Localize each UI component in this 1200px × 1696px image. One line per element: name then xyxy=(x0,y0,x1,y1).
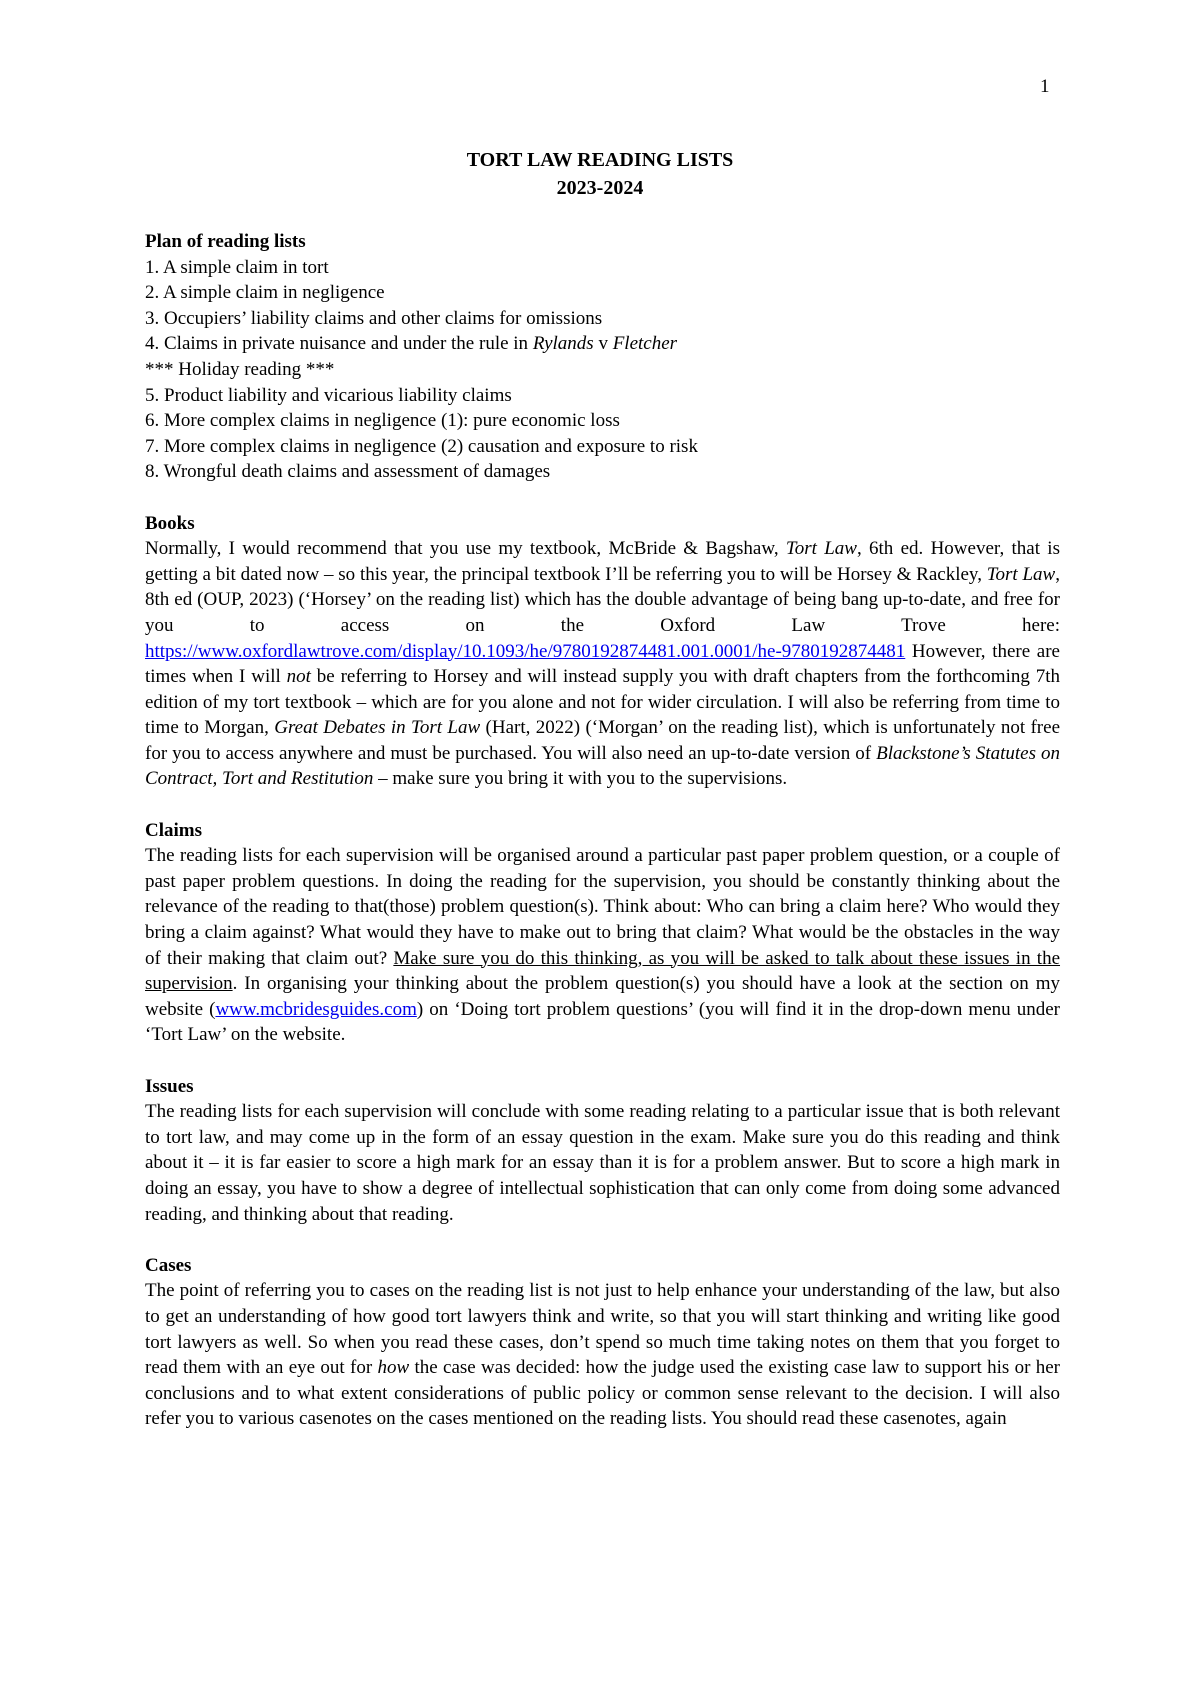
cases-paragraph xyxy=(145,1278,1060,1432)
plan-item-3: 3. Occupiers’ liability claims and other claims for omissions xyxy=(145,307,603,329)
claims-text-1: The reading lists for each supervision will be organised around a particular past paper problem question, or a couple of past paper problem questions. In doing the reading for the supervision, you should be constantly thinking about the relevance of the reading to that(those) problem question(s). Think about: Who can bring a claim here? Who would they bring a claim against? What would they have to make out to bring that claim? What would be the obstacles in the way of their making that claim out? xyxy=(145,845,1060,969)
book-title-tort-law: Tort Law xyxy=(785,538,857,560)
books-text-2: , 6th ed. However, that is getting a bit dated now – so this year, the principal textbook I’ll be referring you to will be Horsey & Rackley, xyxy=(145,538,1060,585)
plan-item-5: 5. Product liability and vicarious liability claims xyxy=(145,384,512,406)
plan-item-4-text: 4. Claims in private nuisance and under the rule in xyxy=(145,333,533,355)
plan-item-4-v: v xyxy=(593,333,613,355)
plan-item-8: 8. Wrongful death claims and assessment of damages xyxy=(145,461,551,483)
claims-underlined-instruction: Make sure you do this thinking, as you will be asked to talk about these issues in the supervision xyxy=(145,947,1061,995)
cases-text-1: The point of referring you to cases on the reading list is not just to help enhance your understanding of the law, but also to get an understanding of how good tort lawyers think and write, so that you will start thinking and writing like good tort lawyers as well. So when you read these cases, don’t spend so much time taking notes on them that you forget to read them with an eye out for xyxy=(145,1280,1060,1379)
plan-item-1: 1. A simple claim in tort xyxy=(145,256,329,278)
books-text-4: However, there are times when I will xyxy=(145,640,1060,688)
books-section xyxy=(145,511,1060,793)
page-number: 1 xyxy=(1040,76,1050,97)
claims-heading: Claims xyxy=(145,819,202,841)
books-text-6: (Hart, 2022) (‘Morgan’ on the reading list), which is unfortunately not free for you to access anywhere and must be purchased. You will also need an up-to-date version of xyxy=(145,717,1061,764)
claims-section xyxy=(145,818,1060,1048)
books-text-7: – make sure you bring it with you to the supervisions. xyxy=(373,768,788,790)
claims-paragraph xyxy=(145,843,1060,1048)
claims-text-3: ) on ‘Doing tort problem questions’ (you will find it in the drop-down menu under ‘Tort Law’ on the website. xyxy=(145,998,1060,1046)
mcbrides-guides-link[interactable]: www.mcbridesguides.com xyxy=(215,998,417,1020)
book-title-great-debates: Great Debates in Tort Law xyxy=(274,717,481,739)
cases-section xyxy=(145,1253,1060,1432)
books-text-5: be referring to Horsey and will instead supply you with draft chapters from the forthcoming 7th edition of my tort textbook – which are for you alone and not for wider circulation. I will also be referring from time to time to Morgan, xyxy=(145,666,1060,739)
oxford-law-trove-link[interactable]: https://www.oxfordlawtrove.com/display/10.1093/he/9780192874481.001.0001/he-9780192874481 xyxy=(145,640,906,662)
plan-holiday-reading: *** Holiday reading *** xyxy=(145,358,335,380)
document-body xyxy=(145,229,1060,1458)
cases-heading: Cases xyxy=(145,1254,192,1276)
plan-item-6: 6. More complex claims in negligence (1): pure economic loss xyxy=(145,410,620,432)
cases-text-2: the case was decided: how the judge used the existing case law to support his or her conclusions and to what extent considerations of public policy or common sense relevant to the decision. I will also refer you to various casenotes on the cases mentioned on the reading lists. You should read these casenotes, again xyxy=(145,1357,1060,1430)
books-text-1: Normally, I would recommend that you use my textbook, McBride & Bagshaw, xyxy=(145,538,786,560)
case-name-fletcher: Fletcher xyxy=(612,333,678,355)
plan-heading: Plan of reading lists xyxy=(145,231,306,252)
books-paragraph xyxy=(145,536,1060,792)
plan-section xyxy=(145,229,1060,485)
books-text-3: , 8th ed (OUP, 2023) (‘Horsey’ on the reading list) which has the double advantage of being bang up-to-date, and free for you to access on the Oxford Law Trove here: xyxy=(145,563,1060,636)
plan-item-4 xyxy=(145,331,1060,357)
case-name-rylands: Rylands xyxy=(532,333,594,355)
issues-section xyxy=(145,1074,1060,1228)
book-title-blackstones: Blackstone’s Statutes on Contract, Tort and Restitution xyxy=(145,742,1060,790)
issues-paragraph: The reading lists for each supervision will conclude with some reading relating to a particular issue that is both relevant to tort law, and may come up in the form of an essay question in the exam. Make sure you do this reading and think about it – it is far easier to score a high mark for an essay than it is for a problem answer. But to score a high mark in doing an essay, you have to show a degree of intellectual sophistication that can only come from doing some advanced reading, and thinking about that reading. xyxy=(145,1101,1060,1225)
title-line-1: TORT LAW READING LISTS xyxy=(466,149,734,171)
emphasis-not: not xyxy=(286,666,311,688)
issues-heading: Issues xyxy=(145,1075,194,1097)
title-line-2: 2023-2024 xyxy=(556,177,644,199)
document-title xyxy=(0,146,1200,202)
emphasis-how: how xyxy=(377,1357,410,1379)
book-title-tort-law-horsey: Tort Law xyxy=(986,563,1056,585)
plan-item-7: 7. More complex claims in negligence (2) causation and exposure to risk xyxy=(145,435,698,457)
claims-text-2: . In organising your thinking about the problem question(s) you should have a look at the section on my website ( xyxy=(145,973,1060,1020)
books-heading: Books xyxy=(145,512,195,534)
plan-item-2: 2. A simple claim in negligence xyxy=(145,282,385,304)
